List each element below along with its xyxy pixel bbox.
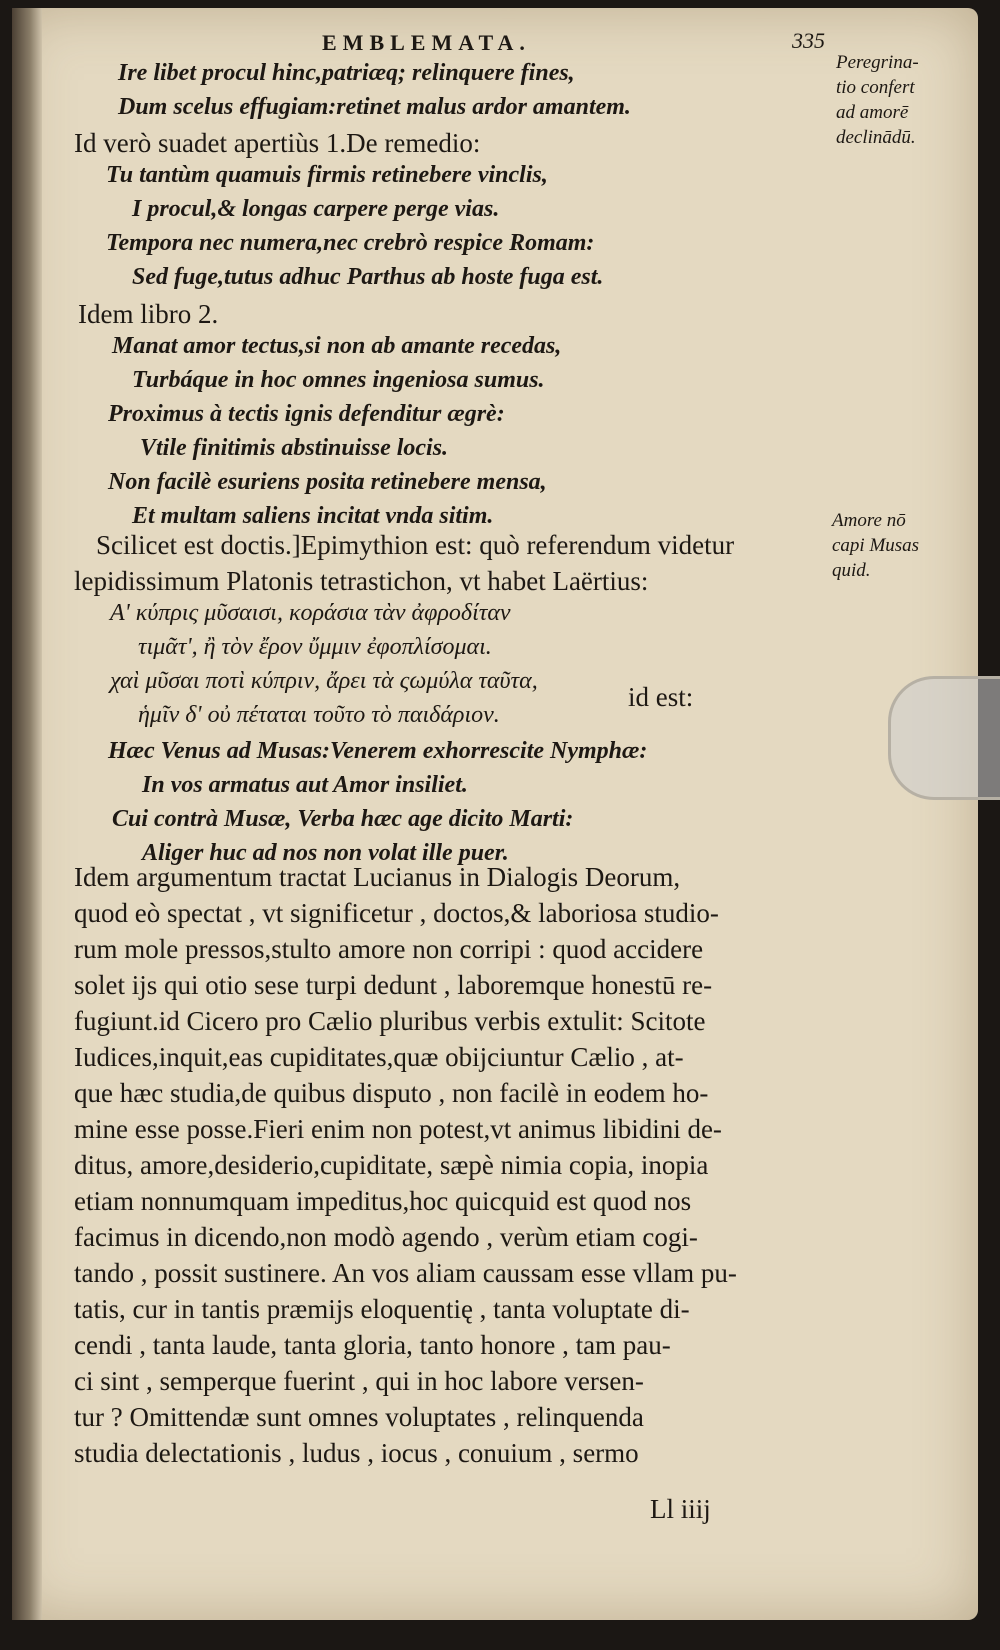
text-line: fugiunt.id Cicero pro Cælio pluribus verbis extulit: Scitote bbox=[74, 1006, 706, 1036]
text-line: Idem libro 2. bbox=[78, 299, 219, 329]
text-line: I procul,& longas carpere perge vias. bbox=[132, 196, 500, 222]
text-line: tatis, cur in tantis præmijs eloquentię , tanta voluptate di- bbox=[74, 1294, 690, 1324]
text-line: solet ijs qui otio sese turpi dedunt , laboremque honestū re- bbox=[74, 970, 713, 1000]
text-line: Turbáque in hoc omnes ingeniosa sumus. bbox=[132, 367, 545, 393]
text-line: Aliger huc ad nos non volat ille puer. bbox=[142, 840, 509, 866]
text-line: mine esse posse.Fieri enim non potest,vt animus libidini de- bbox=[74, 1114, 722, 1144]
text-line: Dum scelus effugiam:retinet malus ardor amantem. bbox=[118, 94, 631, 120]
text-line: cendi , tanta laude, tanta gloria, tanto honore , tam pau- bbox=[74, 1330, 671, 1360]
text-line: Cui contrà Musæ, Verba hæc age dicito Marti: bbox=[112, 806, 574, 832]
margin-note: Amore nō capi Musas quid. bbox=[832, 510, 920, 581]
text-line: Proximus à tectis ignis defenditur ægrè: bbox=[108, 401, 505, 427]
text-line: Idem argumentum tractat Lucianus in Dialogis Deorum, bbox=[74, 862, 681, 892]
greek-line: χαὶ μῦσαι ποτὶ κύπριν, ἄρει τὰ ςωμύλα ταῦτα, bbox=[110, 668, 538, 694]
margin-note: Peregrina- tio confert ad amorē declinādū. bbox=[836, 52, 919, 148]
text-line: Hæc Venus ad Musas:Venerem exhorrescite Nymphæ: bbox=[108, 738, 648, 764]
greek-line: Α' κύπρις μῦσαισι, κοράσια τὰν ἀφροδίταν bbox=[110, 600, 511, 626]
text-line: Scilicet est doctis.]Epimythion est: quò referendum videtur bbox=[96, 530, 735, 560]
text-line: ci sint , semperque fuerint , qui in hoc labore versen- bbox=[74, 1366, 644, 1396]
text-line: Iudices,inquit,eas cupiditates,quæ obijciuntur Cælio , at- bbox=[74, 1042, 684, 1072]
text-line: quod eò spectat , vt significetur , doctos,& laboriosa studio- bbox=[74, 898, 719, 928]
text-line: rum mole pressos,stulto amore non corripi : quod accidere bbox=[74, 934, 704, 964]
running-head: EMBLEMATA. bbox=[322, 30, 531, 55]
book-gutter bbox=[12, 8, 42, 1620]
text-line: Id verò suadet apertiùs 1.De remedio: bbox=[74, 128, 481, 158]
text-line: Manat amor tectus,si non ab amante recedas, bbox=[112, 333, 562, 359]
text-line: que hæc studia,de quibus disputo , non facilè in eodem ho- bbox=[74, 1078, 709, 1108]
text-line: lepidissimum Platonis tetrastichon, vt habet Laërtius: bbox=[74, 566, 649, 596]
text-line: studia delectationis , ludus , iocus , conuium , sermo bbox=[74, 1438, 639, 1468]
text-line: etiam nonnumquam impeditus,hoc quicquid est quod nos bbox=[74, 1186, 692, 1216]
text-line: In vos armatus aut Amor insiliet. bbox=[142, 772, 468, 798]
text-line: Vtile finitimis abstinuisse locis. bbox=[140, 435, 449, 461]
text-line: ditus, amore,desiderio,cupiditate, sæpè nimia copia, inopia bbox=[74, 1150, 709, 1180]
page-tab-marker bbox=[888, 676, 1000, 800]
text-line: Et multam saliens incitat vnda sitim. bbox=[132, 503, 494, 529]
text-line: Tu tantùm quamuis firmis retinebere vinclis, bbox=[106, 162, 548, 188]
folio-number: 335 bbox=[792, 28, 825, 53]
text-line: facimus in dicendo,non modò agendo , verùm etiam cogi- bbox=[74, 1222, 698, 1252]
greek-line: τιμᾶτ', ἢ τὸν ἔρον ὔμμιν ἐφοπλίσομαι. bbox=[138, 634, 492, 660]
text-line: id est: bbox=[628, 682, 694, 712]
text-line: tando , possit sustinere. An vos aliam caussam esse vllam pu- bbox=[74, 1258, 737, 1288]
text-line: Sed fuge,tutus adhuc Parthus ab hoste fuga est. bbox=[132, 264, 604, 290]
text-line: Tempora nec numera,nec crebrò respice Romam: bbox=[106, 230, 595, 256]
text-line: Ire libet procul hinc,patriæq; relinquere fines, bbox=[118, 60, 575, 86]
greek-line: ἡμῖν δ' οὐ πέταται τοῦτο τὸ παιδάριον. bbox=[138, 702, 500, 728]
signature-mark: Ll iiij bbox=[650, 1494, 711, 1524]
text-line: tur ? Omittendæ sunt omnes voluptates , relinquenda bbox=[74, 1402, 644, 1432]
text-line: Non facilè esuriens posita retinebere mensa, bbox=[108, 469, 547, 495]
